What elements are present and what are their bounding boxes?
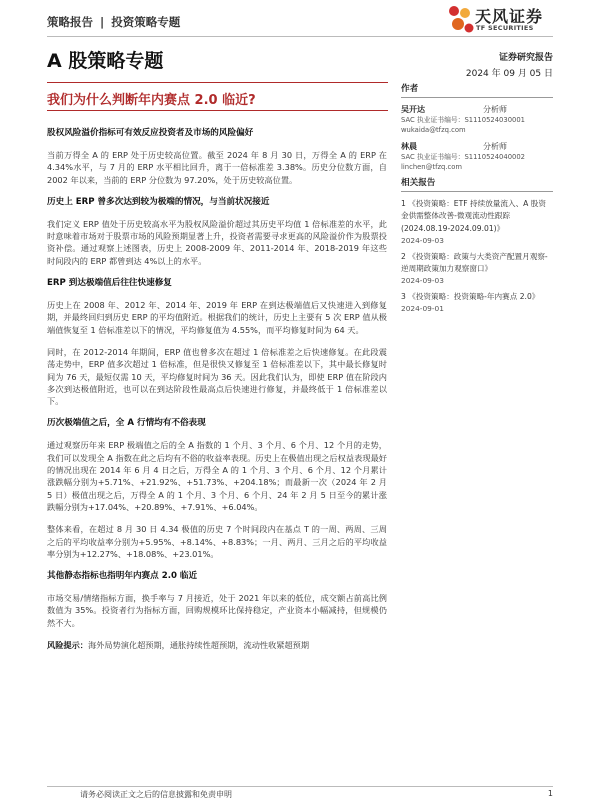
brand-name: 天风证券 (475, 7, 544, 26)
author-card (401, 141, 553, 172)
author-card (401, 104, 553, 135)
paragraph: 当前万得全 A 的 ERP 处于历史较高位置。截至 2024 年 8 月 30 日，万得全 A 的 ERP 在 4.34%水平，与 7 月的 ERP 水平相比回升，离于一倍标准差 3.38%。历史分位数方面，自 2002 年以来，当前的 ERP 分位数为 97.20%，处于历史较高位置。 (47, 150, 387, 185)
paragraph: 历史上在 2008 年、2012 年、2014 年、2019 年 ERP 在到达极端值后又快速进入到修复期，并最终回归到历史 ERP 的平均值附近。根据我们的统计，历史上主要有 5 次 ERP 值从极端值恢复至 1 倍标准差以下的情况，平均修复值为 4.55%，而平均修复时间为 64 天。 (47, 300, 387, 335)
footer-divider (47, 786, 553, 787)
report-type: 证券研究报告 (498, 53, 553, 63)
report-subtitle: 我们为什么判断年内赛点 2.0 临近? (47, 93, 256, 108)
disclaimer-footer: 请务必阅读正文之后的信息披露和免责申明 (80, 790, 232, 799)
author-role: 分析师 (483, 142, 507, 151)
category-separator: | (100, 15, 105, 29)
header-divider (47, 36, 553, 37)
related-reports-panel (401, 176, 553, 319)
related-report-title[interactable]: 2 《投资策略：政策与大类资产配置月观察-逆周期政策加力观察窗口》 (401, 251, 548, 274)
author-name: 吴开达 (401, 105, 425, 114)
related-report-date: 2024-09-03 (401, 276, 444, 286)
section-heading: 股权风险溢价指标可有效反应投资者及市场的风险偏好 (47, 128, 254, 138)
related-report-date: 2024-09-03 (401, 236, 444, 246)
risk-label: 风险提示： (47, 640, 88, 651)
paragraph: 市场交易/情绪指标方面，换手率与 7 月接近，处于 2021 年以来的低位，成交额占前高比例数值为 35%。投资者行为指标方面，回购规模环比保持稳定，产业资本小幅减持，但规模仍然不大。 (47, 593, 387, 628)
related-heading: 相关报告 (401, 176, 553, 192)
author-name: 林晨 (401, 142, 417, 151)
author-sac: SAC 执业证书编号：S1110524030001 (401, 116, 525, 124)
authors-heading: 作者 (401, 82, 553, 98)
section (47, 127, 387, 186)
author-role: 分析师 (483, 105, 507, 114)
section (47, 196, 387, 267)
risk-text: 海外局势演化超预期，通胀持续性超预期，流动性收紧超预期 (87, 640, 310, 651)
paragraph: 我们定义 ERP 值处于历史较高水平为股权风险溢价超过其历史平均值 1 倍标准差的水平，此时意味着市场对于股票市场的风险预期显著上升，投资者需要寻求更高的风险溢价作为股票投资补偿。通过观察上述图表，历史上 2008-2009 年、2011-2014 年、2018-2019 年这些时间段内的 ERP 都曾到达 4%以上的水平。 (47, 218, 387, 266)
section (47, 277, 387, 407)
related-report-title[interactable]: 1 《投资策略：ETF 持续放量流入、A 股资金供需整体改善-微观流动性跟踪(2024.08.19-2024.09.01)》 (401, 199, 546, 233)
title-divider (47, 82, 388, 83)
paragraph: 同时，在 2012-2014 年期间，ERP 值也曾多次在超过 1 倍标准差之后快速修复。在此段震荡走势中，ERP 值多次超过 1 倍标准，但是很快又修复至 1 倍标准差以下，其中最长修复时间为 76 天，最短仅需 10 天，平均修复时间为 36 天。因此我们认为，即使 ERP 值在阶段内多次到达极值附近，也可以在到达阶段性最高点后快速进行修复，并最终低于 1 倍标准差以下。 (47, 346, 387, 407)
risk-warning (47, 639, 387, 651)
related-report-item[interactable] (401, 291, 553, 316)
subtitle-divider (47, 110, 388, 111)
section-heading: 历史上 ERP 曾多次达到较为极端的情况，与当前状况接近 (47, 196, 270, 207)
author-email[interactable]: linchen@tfzq.com (401, 162, 463, 171)
report-category (47, 14, 180, 30)
authors-panel (401, 82, 553, 172)
section-heading: 其他静态指标也指明年内赛点 2.0 临近 (47, 571, 198, 582)
author-sac: SAC 执业证书编号：S1110524040002 (401, 153, 525, 161)
section (47, 417, 387, 560)
page-number: 1 (547, 789, 553, 798)
related-report-date: 2024-09-01 (401, 304, 444, 314)
report-date: 2024 年 09 月 05 日 (465, 69, 553, 79)
related-report-title[interactable]: 3 《投资策略：投资策略-年内赛点 2.0》 (401, 291, 540, 301)
author-email[interactable]: wukaida@tfzq.com (401, 125, 466, 134)
section (47, 570, 387, 629)
brand-name-en: TF SECURITIES (476, 24, 534, 32)
section-heading: ERP 到达极端值后往往快速修复 (47, 278, 172, 289)
paragraph: 通过观察历年来 ERP 极端值之后的全 A 指数的 1 个月、3 个月、6 个月、12 个月的走势，我们可以发现全 A 指数在此之后均有不俗的收益率表现。历史上在极值出现之后权益表现最好的情况出现在 2014 年 6 月 4 日之后，万得全 A 的 1 个月、3 个月、6 个月、12 个月累计涨跌幅分别为+5.71%、+21.92%、+51.73%、+204.18%；而最新一次（2024 年 2 月 5 日）极值出现之后，万得全 A 的 1 个月、3 个月、6 个月、24 年 2 月 5 日至今的累计涨跌幅分别为+17.04%、+20.89%、+7.91%、+6.04%。 (47, 440, 387, 512)
paragraph: 整体来看，在超过 8 月 30 日 4.34 极值的历史 7 个时间段内在基点 T 的一周、两周、三周之后的平均收益率分别为+5.95%、+8.14%、+8.83%；一月、两月、三月之后的平均收益率分别为+12.27%、+18.08%、+23.01%。 (47, 524, 387, 559)
related-report-item[interactable] (401, 198, 553, 248)
related-report-item[interactable] (401, 251, 553, 288)
category-tag-topic: 投资策略专题 (111, 15, 181, 29)
section-heading: 历次极端值之后，全 A 行情均有不俗表现 (47, 418, 206, 429)
page-title: A 股策略专题 (47, 50, 164, 72)
report-body (47, 127, 387, 651)
category-tag-strategy: 策略报告 (47, 15, 93, 29)
